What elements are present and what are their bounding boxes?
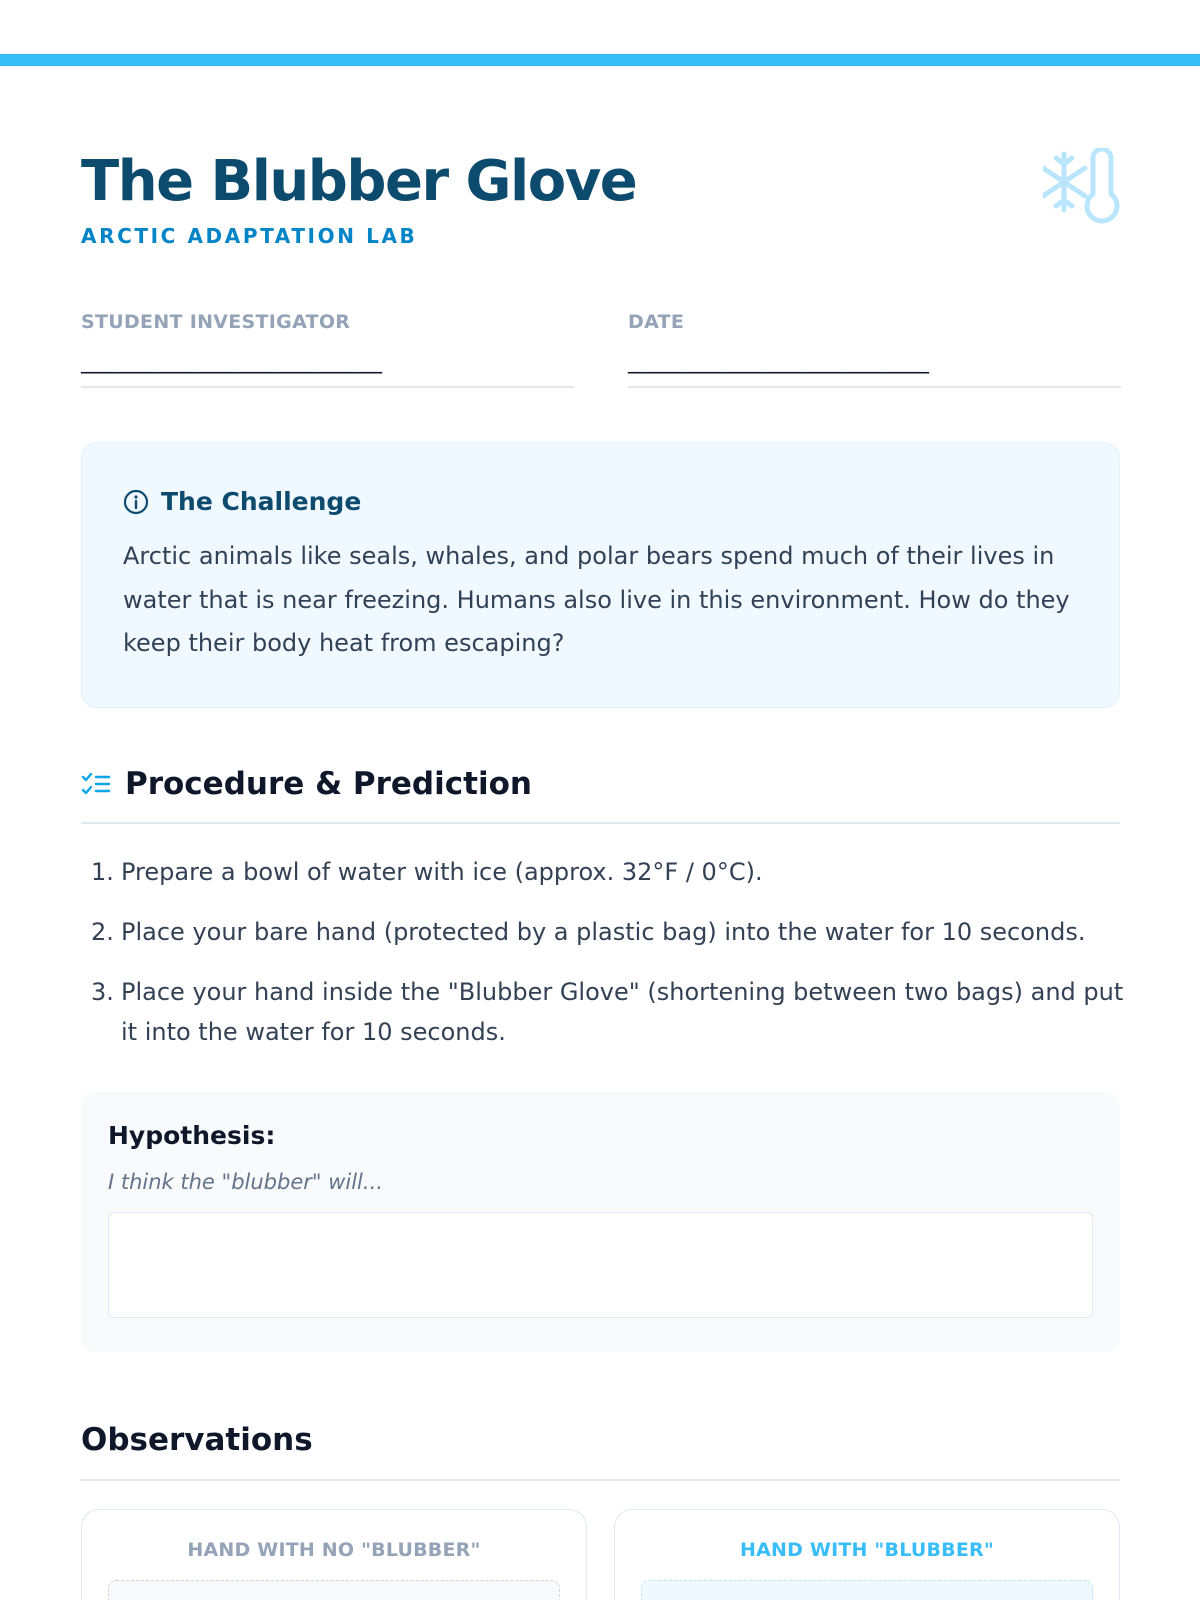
procedure-title: Procedure & Prediction [125,766,532,802]
date-blank[interactable]: ______________________________ [628,349,928,374]
observations-header [81,1418,1120,1481]
step-number: 2. [91,918,114,946]
page-title: The Blubber Glove [81,149,637,214]
top-accent-bar [0,54,1200,66]
step-text: Place your hand inside the "Blubber Glove" (shortening between two bags) and put it into the water for 10 seconds. [121,978,1124,1046]
challenge-title: The Challenge [161,487,362,516]
student-investigator-blank[interactable]: ______________________________ [81,349,381,374]
hypothesis-label: Hypothesis: [108,1121,276,1150]
list-item [91,852,1126,892]
list-item [91,912,1126,952]
info-icon [123,489,149,515]
procedure-steps [91,852,1126,1072]
observation-input-blubber[interactable] [641,1580,1093,1600]
challenge-callout [81,442,1120,708]
page-subtitle: ARCTIC ADAPTATION LAB [81,224,418,248]
list-item [91,972,1126,1052]
checklist-icon [81,762,111,806]
date-label: DATE [628,311,685,333]
challenge-text: Arctic animals like seals, whales, and polar bears spend much of their lives in water that is near freezing. Humans also live in this environment. How do they keep their body heat from escaping? [123,542,1070,657]
step-text: Place your bare hand (protected by a plastic bag) into the water for 10 seconds. [121,918,1086,946]
student-investigator-field [81,308,574,388]
step-text: Prepare a bowl of water with ice (approx. 32°F / 0°C). [121,858,763,886]
observation-card-no-blubber [81,1509,587,1600]
hypothesis-box [81,1092,1120,1352]
step-number: 1. [91,858,114,886]
student-investigator-label: STUDENT INVESTIGATOR [81,311,351,333]
snowflake-thermometer-icon [1043,148,1123,224]
observation-card-label: HAND WITH "BLUBBER" [740,1539,994,1561]
procedure-header [81,762,1120,824]
date-field [628,308,1121,388]
step-number: 3. [91,978,114,1006]
hypothesis-prompt: I think the "blubber" will... [108,1170,383,1194]
observation-card-label: HAND WITH NO "BLUBBER" [187,1539,481,1561]
observations-title: Observations [81,1422,313,1458]
hypothesis-input[interactable] [108,1212,1093,1318]
observation-input-no-blubber[interactable] [108,1580,560,1600]
observation-card-blubber [614,1509,1120,1600]
